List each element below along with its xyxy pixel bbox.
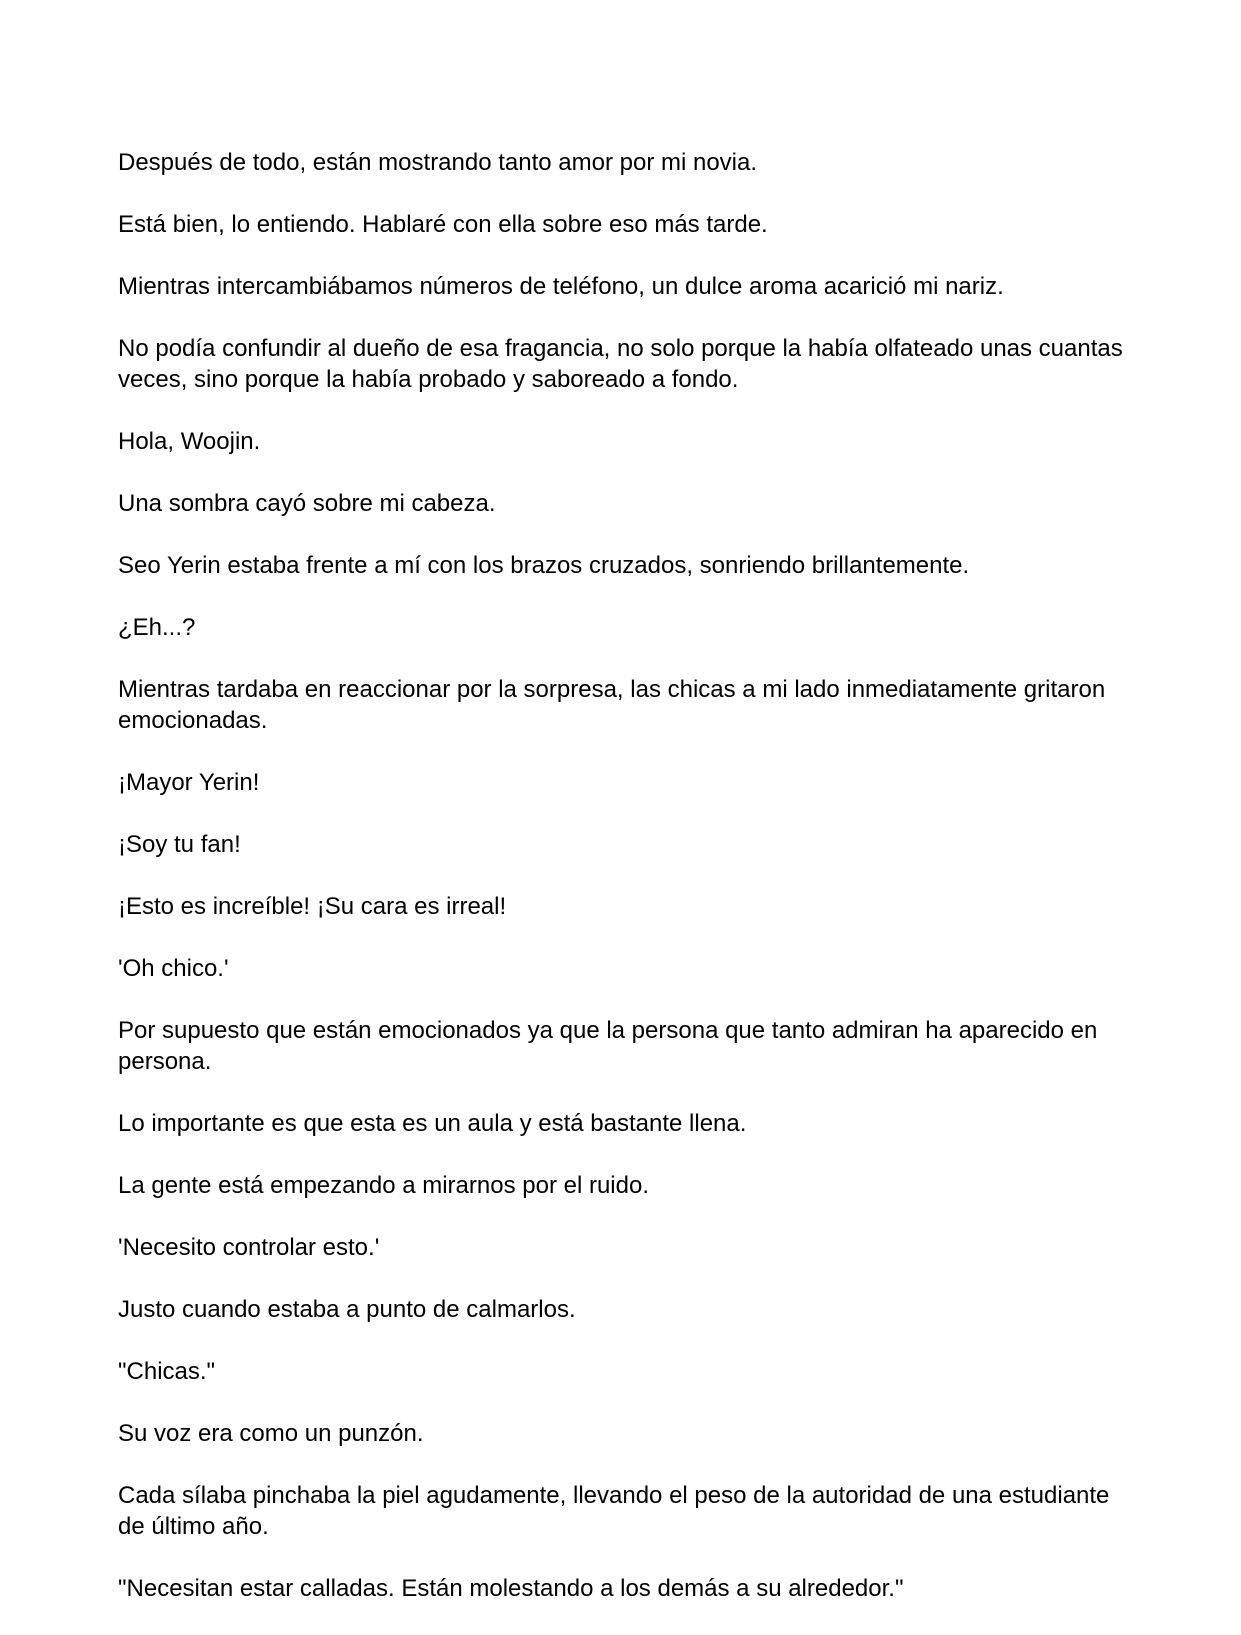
- paragraph: Lo importante es que esta es un aula y está bastante llena.: [118, 1110, 747, 1137]
- paragraph: La gente está empezando a mirarnos por el ruido.: [118, 1172, 649, 1199]
- paragraph: No podía confundir al dueño de esa fragancia, no solo porque la había olfateado unas cuantas veces, sino porque la había probado y saboreado a fondo.: [118, 335, 1123, 393]
- paragraph: 'Necesito controlar esto.': [118, 1234, 380, 1261]
- paragraph: ¡Esto es increíble! ¡Su cara es irreal!: [118, 893, 507, 920]
- paragraph: ¡Mayor Yerin!: [118, 769, 260, 796]
- paragraph: ¿Eh...?: [118, 614, 196, 641]
- paragraph: Está bien, lo entiendo. Hablaré con ella sobre eso más tarde.: [118, 211, 768, 238]
- paragraph: 'Oh chico.': [118, 955, 229, 982]
- paragraph: Después de todo, están mostrando tanto amor por mi novia.: [118, 149, 758, 176]
- paragraph: Hola, Woojin.: [118, 428, 261, 455]
- paragraph: Por supuesto que están emocionados ya que la persona que tanto admiran ha aparecido en persona.: [118, 1017, 1098, 1075]
- paragraph: Justo cuando estaba a punto de calmarlos.: [118, 1296, 576, 1323]
- paragraph: Cada sílaba pinchaba la piel agudamente, llevando el peso de la autoridad de una estudiante de último año.: [118, 1482, 1110, 1540]
- paragraph: Mientras tardaba en reaccionar por la sorpresa, las chicas a mi lado inmediatamente gritaron emocionadas.: [118, 676, 1106, 734]
- paragraph: ¡Soy tu fan!: [118, 831, 241, 858]
- paragraph: Su voz era como un punzón.: [118, 1420, 424, 1447]
- paragraph: Una sombra cayó sobre mi cabeza.: [118, 490, 496, 517]
- paragraph: "Necesitan estar calladas. Están molestando a los demás a su alrededor.": [118, 1575, 904, 1602]
- paragraph: Seo Yerin estaba frente a mí con los brazos cruzados, sonriendo brillantemente.: [118, 552, 970, 579]
- paragraph: Mientras intercambiábamos números de teléfono, un dulce aroma acarició mi nariz.: [118, 273, 1004, 300]
- paragraph: "Chicas.": [118, 1358, 216, 1385]
- document-body: [118, 147, 1128, 1635]
